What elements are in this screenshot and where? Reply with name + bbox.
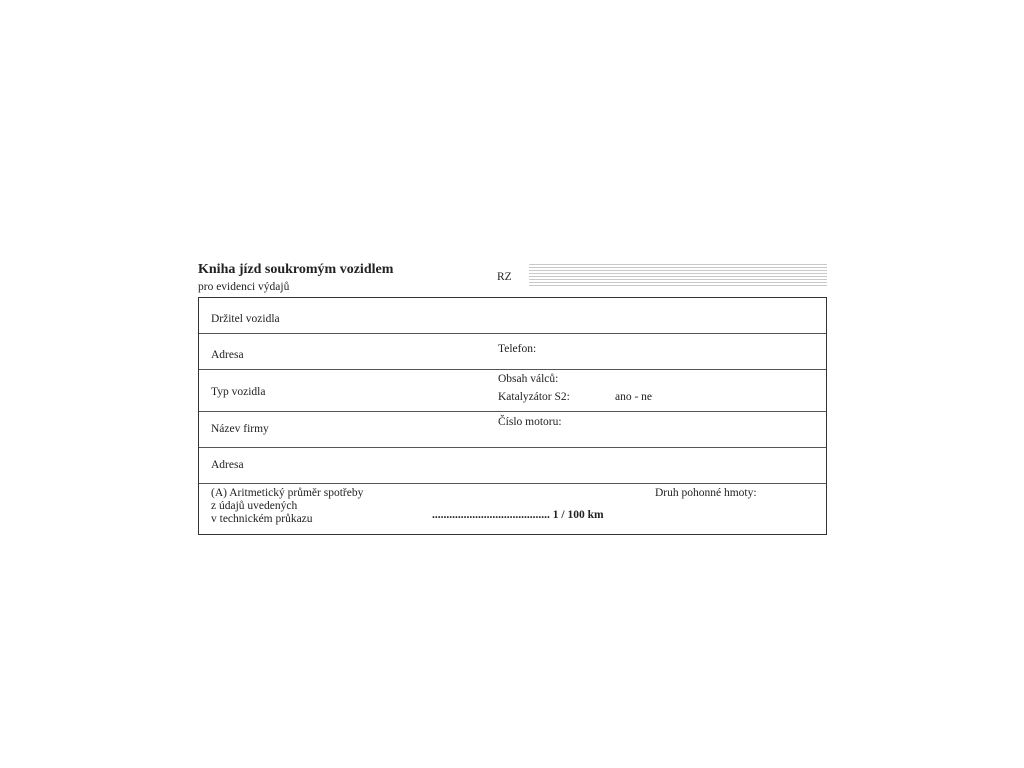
engine-label: Číslo motoru: [498, 416, 562, 428]
vehicle-type-label: Typ vozidla [211, 386, 266, 398]
fuel-label: Druh pohonné hmoty: [655, 487, 757, 499]
cylinder-label: Obsah válců: [498, 373, 559, 385]
holder-label: Držitel vozidla [211, 313, 280, 325]
row-consumption [199, 484, 826, 534]
page-title: Kniha jízd soukromým vozidlem [198, 262, 394, 277]
phone-label: Telefon: [498, 343, 537, 355]
row-address [199, 334, 826, 370]
row-vehicle-type [199, 370, 826, 412]
consumption-unit: ......................................... 1 / 100 km [432, 509, 604, 521]
row-company [199, 412, 826, 448]
address-label: Adresa [211, 349, 244, 361]
rz-label: RZ [497, 271, 512, 283]
catalyst-value: ano - ne [615, 391, 653, 403]
row-company-address [199, 448, 826, 484]
consumption-line-2: z údajů uvedených [211, 500, 298, 512]
catalyst-label: Katalyzátor S2: [498, 391, 570, 403]
rz-entry-lines [529, 264, 827, 290]
consumption-line-3: v technickém průkazu [211, 513, 313, 525]
consumption-line-1: (A) Aritmetický průměr spotřeby [211, 487, 364, 499]
company-label: Název firmy [211, 423, 269, 435]
row-holder [199, 298, 826, 334]
company-address-label: Adresa [211, 459, 244, 471]
vehicle-form [198, 297, 827, 535]
page-subtitle: pro evidenci výdajů [198, 281, 290, 293]
